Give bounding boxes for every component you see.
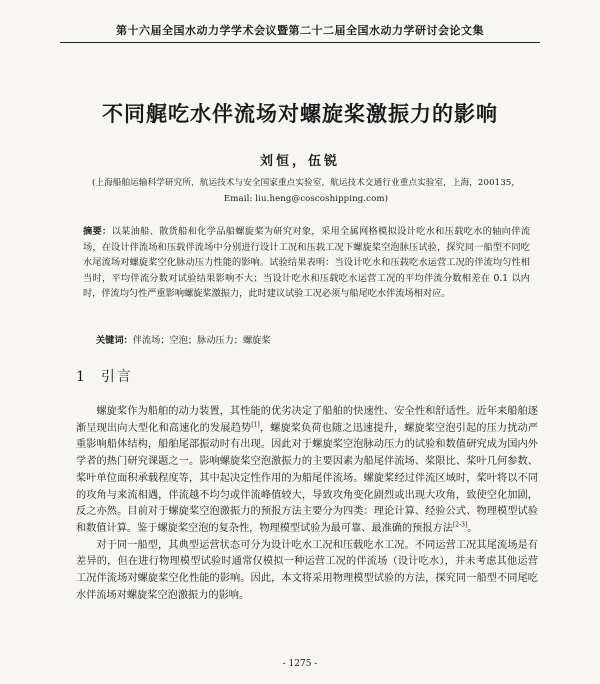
section-heading [76,366,133,386]
body-text [76,404,538,604]
keywords-label: 关键词： [96,335,133,346]
paragraph-text: ，螺旋桨负荷也随之迅速提升，螺旋桨空泡引起的压力扰动严重影响船体结构，船舶尾部振动时有出现。因此对于螺旋桨空泡脉动压力的试验和数值研究成为国内外学者的热门研究课题之一。影响螺旋桨空泡激振力的主要因素为船尾伴流场、桨限比、桨叶几何参数、桨叶单位面积承载程度等，其中起决定性作用的为船尾伴流场。螺旋桨经过伴流区域时，桨叶将以不同的攻角与来流相遇，伴流越不均匀或伴流峰值较大，导致攻角变化剧烈或出现大攻角，致使空化加剧，反之亦然。目前对于螺旋桨空泡激振力的预报方法主要分为四类：理论计算、经验公式、物理模型试验和数值计算。鉴于螺旋桨空泡的复杂性，物理模型试验为最可靠、最准确的预报方法 [76,422,539,534]
paragraph [76,404,538,538]
section-number: 1 [76,369,87,385]
keywords-text: 伴流场；空泡；脉动压力；螺旋桨 [132,335,271,346]
paragraph: 对于同一船型，其典型运营状态可分为设计吃水工况和压载吃水工况。不同运营工况其尾流场是有差异的，但在进行物理模型试验时通常仅模拟一种运营工况的伴流场（设计吃水），并未考虑其他运营工况伴流场对螺旋桨空化性能的影响。因此，本文将采用物理模型试验的方法，探究同一船型不同尾吃水伴流场对螺旋桨空泡激振力的影响。 [76,539,538,601]
page-number: - 1275 - [282,659,318,669]
affiliation [62,175,550,207]
abstract [83,224,530,302]
authors: 刘恒，伍锐 [259,154,340,169]
paper-title: 不同艉吃水伴流场对螺旋桨激振力的影响 [102,101,498,126]
running-header: 第十六届全国水动力学学术会议暨第二十二届全国水动力学研讨会论文集 [60,22,540,43]
keywords [96,333,530,348]
abstract-label: 摘要： [83,226,112,237]
section-title: 引言 [100,369,133,385]
affiliation-line: (上海船舶运输科学研究所，航运技术与安全国家重点实验室，航运技术交通行业重点实验室，上海，200135， [91,178,521,188]
paragraph-text: 螺旋桨作为船舶的动力装置，其性能的优劣决定了船舶的快速性、安全性和舒适性。近年来船舶逐渐呈现出向大型化和高速化的发展趋势 [76,406,538,434]
email-line: Email: liu.heng@coscoshipping.com) [223,194,389,204]
citation: [1] [251,421,260,429]
citation: [2-3] [452,521,468,529]
paragraph-text: 。 [467,522,478,534]
abstract-text: 以某油船、散货船和化学品船螺旋桨为研究对象，采用全属网格模拟设计吃水和压载吃水的轴向伴流场，在设计伴流场和压载伴流场中分别进行设计工况和压载工况下螺旋桨空泡脉压试验，探究同一船型不同吃水尾流场对螺旋桨空化脉动压力性能的影响。试验结果表明：当设计吃水和压载吃水运营工况的伴流均匀性相当时，平均伴流分数对试验结果影响不大；当设计吃水和压载吃水运营工况的平均伴流分数相差在 0.1 以内时，伴流均匀性严重影响螺旋桨激振力，此时建议试验工况必须与船尾吃水伴流场相对应。 [83,226,531,300]
